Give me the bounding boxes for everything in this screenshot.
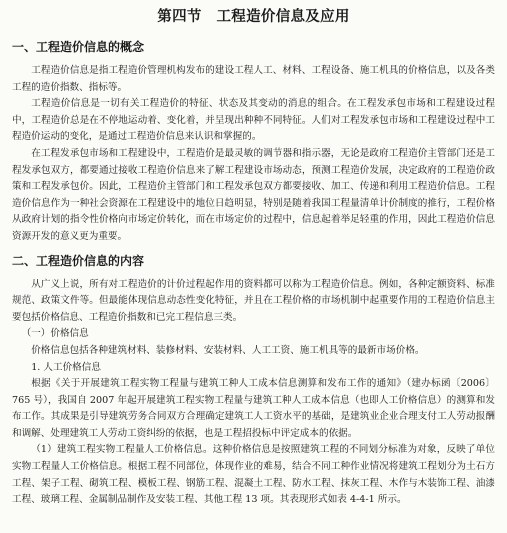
paragraph-labor-price-sub: （1）建筑工程实物工程量人工价格信息。这种价格信息是按照建筑工程的不同划分标准为对象，反映了单位实物工程量人工价格信息。根据工程不同部位，体现作业的难易，结合不同工种作业情况将建筑工程划分为土石方工程、架子工程、砌筑工程、模板工程、钢筋工程、混凝土工程、防水工程、抹灰工程、木作与木装饰工程、油漆工程、玻璃工程、金属制品制作及安装工程、其他工程 13 项。其表现形式如表 4-4-1 所示。 [12,444,495,506]
heading-content: 二、工程造价信息的内容 [12,253,145,268]
paragraph-labor-price: 根据《关于开展建筑工程实物工程量与建筑工种人工成本信息测算和发布工作的通知》（建办标函〔2006〕765 号），我国自 2007 年起开展建筑工程实物工程量与建筑工种人工成本信息（也即人工价格信息）的测算和发布工作。其成果是引导建筑劳务合同双方合理确定建筑工人工资水平的基础，是建筑业企业合理支付工人劳动报酬和调解、处理建筑工人劳动工资纠纷的依据，也是工程招投标中评定成本的依据。 [12,378,495,439]
subheading-price-info: （一）价格信息 [21,328,89,340]
heading-concept: 一、工程造价信息的概念 [12,40,145,54]
paragraph-price-info: 价格信息包括各种建筑材料、装修材料、安装材料、人工工资、施工机具等的最新市场价格。 [31,344,425,356]
paragraph-role: 在工程发承包市场和工程建设中，工程造价是最灵敏的调节器和指示器，无论是政府工程造价主管部门还是工程发承包双方，都要通过接收工程造价信息来了解工程建设市场动态，预测工程造价发展，决定政府的工程造价政策和工程发承包价。因此，工程造价主管部门和工程发承包双方都要接收、加工、传递和利用工程造价信息。工程造价信息作为一种社会资源在工程建设中的地位日趋明显，特别是随着我国工程量清单计价制度的推行，工程价格从政府计划的指令性价格向市场定价转化，而在市场定价的过程中，信息起着举足轻重的作用，因此工程造价信息资源开发的意义更为重要。 [12,147,495,242]
paragraph-characteristics: 工程造价信息是一切有关工程造价的特征、状态及其变动的消息的组合。在工程发承包市场和工程建设过程中，工程造价总是在不停地运动着、变化着，并呈现出种种不同特征。人们对工程发承包市场和工程建设过程中工程造价运动的变化，是通过工程造价信息来认识和掌握的。 [12,98,495,143]
section-title: 第四节 工程造价信息及应用 [157,9,350,25]
paragraph-definition: 工程造价信息是指工程造价管理机构发布的建设工程人工、材料、工程设备、施工机具的价格信息，以及各类工程的造价指数、指标等。 [12,65,495,93]
subheading-labor-price: 1. 人工价格信息 [31,361,101,373]
paragraph-intro: 从广义上说，所有对工程造价的计价过程起作用的资料都可以称为工程造价信息。例如，各种定额资料、标准规范、政策文件等。但最能体现信息动态性变化特征，并且在工程价格的市场机制中起重要作用的工程造价信息主要包括价格信息、工程造价指数和已完工程信息三类。 [12,278,495,323]
